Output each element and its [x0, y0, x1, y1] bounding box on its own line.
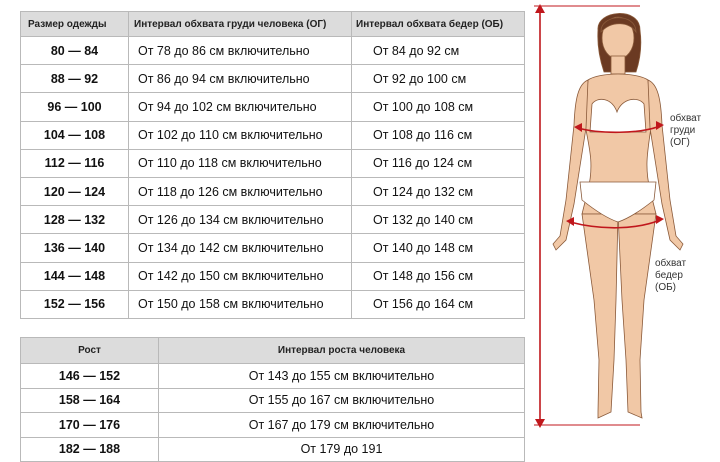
- hip-range-cell: От 124 до 132 см: [352, 177, 525, 205]
- hip-measure-label: [655, 258, 686, 294]
- hip-range-cell: От 92 до 100 см: [352, 65, 525, 93]
- height-range-cell: От 167 до 179 см включительно: [159, 413, 525, 438]
- hip-range-cell: От 116 до 124 см: [352, 149, 525, 177]
- size-cell: 144 — 148: [21, 262, 129, 290]
- hip-range-cell: От 100 до 108 см: [352, 93, 525, 121]
- height-table: [20, 337, 525, 462]
- hip-label-line2: бедер: [655, 270, 683, 281]
- hip-range-cell: От 132 до 140 см: [352, 206, 525, 234]
- chest-measure-label: [670, 113, 701, 149]
- size-cell: 96 — 100: [21, 93, 129, 121]
- height-cell: 182 — 188: [21, 437, 159, 462]
- chest-range-cell: От 126 до 134 см включительно: [129, 206, 352, 234]
- size-cell: 136 — 140: [21, 234, 129, 262]
- hip-label-line1: обхват: [655, 258, 687, 269]
- chest-range-cell: От 150 до 158 см включительно: [129, 290, 352, 318]
- chest-label-line2: груди: [670, 125, 696, 136]
- size-cell: 128 — 132: [21, 206, 129, 234]
- woman-silhouette: [553, 13, 683, 418]
- size-cell: 112 — 116: [21, 149, 129, 177]
- hip-label-line3: (ОБ): [655, 282, 677, 293]
- size-table-header: [21, 12, 525, 37]
- chest-range-cell: От 86 до 94 см включительно: [129, 65, 352, 93]
- size-cell: 104 — 108: [21, 121, 129, 149]
- chest-range-cell: От 134 до 142 см включительно: [129, 234, 352, 262]
- table-row: [21, 262, 525, 290]
- hip-range-cell: От 84 до 92 см: [352, 37, 525, 65]
- size-cell: 120 — 124: [21, 177, 129, 205]
- table-row: [21, 37, 525, 65]
- table-row: [21, 149, 525, 177]
- col-header-hip: Интервал обхвата бедер (ОБ): [352, 12, 525, 37]
- size-cell: 88 — 92: [21, 65, 129, 93]
- chest-range-cell: От 142 до 150 см включительно: [129, 262, 352, 290]
- height-cell: 158 — 164: [21, 388, 159, 413]
- table-row: [21, 93, 525, 121]
- size-cell: 152 — 156: [21, 290, 129, 318]
- chest-range-cell: От 102 до 110 см включительно: [129, 121, 352, 149]
- col-header-height: Рост: [21, 338, 159, 364]
- height-range-cell: От 155 до 167 см включительно: [159, 388, 525, 413]
- body-measurement-figure: [526, 0, 720, 436]
- table-row: [21, 290, 525, 318]
- col-header-size: Размер одежды: [21, 12, 129, 37]
- height-range-cell: От 143 до 155 см включительно: [159, 364, 525, 389]
- table-row: [21, 206, 525, 234]
- size-cell: 80 — 84: [21, 37, 129, 65]
- chest-label-line1: обхват: [670, 113, 702, 124]
- height-cell: 170 — 176: [21, 413, 159, 438]
- table-row: [21, 177, 525, 205]
- chest-range-cell: От 118 до 126 см включительно: [129, 177, 352, 205]
- col-header-height-range: Интервал роста человека: [159, 338, 525, 364]
- table-row: [21, 437, 525, 462]
- table-row: [21, 388, 525, 413]
- chest-range-cell: От 78 до 86 см включительно: [129, 37, 352, 65]
- table-row: [21, 121, 525, 149]
- chest-range-cell: От 94 до 102 см включительно: [129, 93, 352, 121]
- height-cell: 146 — 152: [21, 364, 159, 389]
- col-header-chest: Интервал обхвата груди человека (ОГ): [129, 12, 352, 37]
- hip-range-cell: От 156 до 164 см: [352, 290, 525, 318]
- chest-label-line3: (ОГ): [670, 137, 690, 148]
- hip-range-cell: От 140 до 148 см: [352, 234, 525, 262]
- hip-range-cell: От 108 до 116 см: [352, 121, 525, 149]
- table-row: [21, 234, 525, 262]
- table-row: [21, 65, 525, 93]
- size-table: [20, 11, 525, 319]
- height-range-cell: От 179 до 191: [159, 437, 525, 462]
- hip-range-cell: От 148 до 156 см: [352, 262, 525, 290]
- table-row: [21, 413, 525, 438]
- height-table-header: [21, 338, 525, 364]
- chest-range-cell: От 110 до 118 см включительно: [129, 149, 352, 177]
- table-row: [21, 364, 525, 389]
